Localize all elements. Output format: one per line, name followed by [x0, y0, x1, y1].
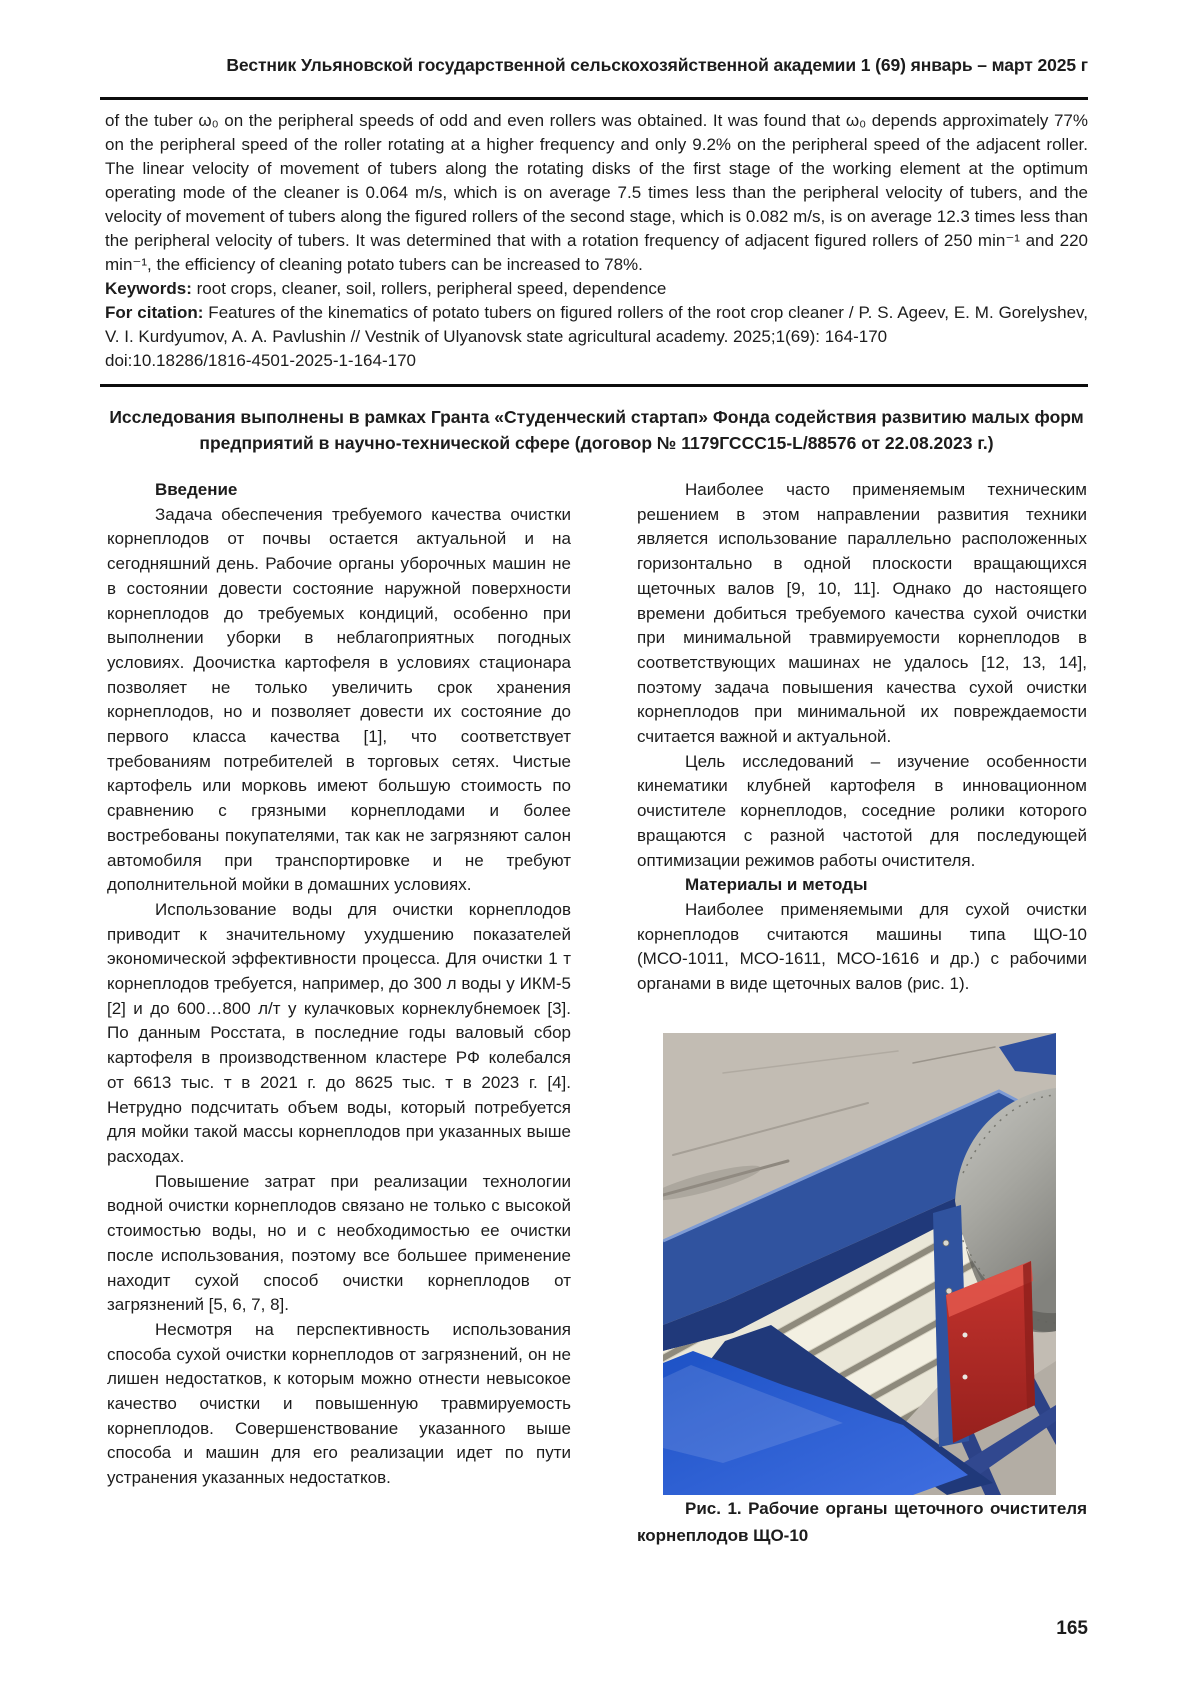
- paragraph: Задача обеспечения требуемого качества очистки корнеплодов от почвы остается актуальной и на сегодняшний день. Рабочие органы уборочных машин не в состоянии довести состояние наружной поверхности корнеплодов до требуемых кондиций, особенно при выполнении уборки в неблагоприятных погодных условиях. Доочистка картофеля в условиях стационара позволяет не только увеличить срок хранения корнеплодов, но и позволяет довести их состояние до первого класса качества [1], что соответствует требованиям потребителей в торговых сетях. Чистые картофель или морковь имеют большую стоимость по сравнению с грязными корнеплодами и более востребованы покупателями, так как не загрязняют салон автомобиля при транспортировке и не требуют дополнительной мойки в домашних условиях.: [107, 504, 571, 895]
- paragraph: Наиболее часто применяемым техническим решением в этом направлении развития техники является использование параллельно расположенных горизонтально в одной плоскости вращающихся щеточных валов [9, 10, 11]. Однако до настоящего времени добиться требуемого качества сухой очистки при минимальной травмируемости корнеплодов в соответствующих машинах не удалось [12, 13, 14], поэтому задача повышения качества сухой очистки корнеплодов при минимальной их повреждаемости считается важной и актуальной.: [637, 480, 1087, 747]
- keywords-label: Keywords:: [105, 279, 192, 298]
- paragraph: Использование воды для очистки корнеплодов приводит к значительному ухудшению показателей экономической эффективности процесса. Для очистки 1 т корнеплодов требуется, например, до 300 л воды у ИКМ-5 [2] и до 600…800 л/т у кулачковых корнеклубнемоек [3]. По данным Росстата, в последние годы валовый сбор картофеля в производственном кластере РФ колебался от 6613 тыс. т в 2021 г. до 8625 тыс. т в 2023 г. [4]. Нетрудно подсчитать объем воды, который потребуется для мойки такой массы корнеплодов при указанных выше расходах.: [107, 899, 571, 1166]
- section-heading-materials: Материалы и методы: [685, 875, 868, 895]
- left-column: [107, 478, 571, 1491]
- citation-text: Features of the kinematics of potato tubers on figured rollers of the root crop cleaner / P. S. Ageev, E. M. Gorelyshev, V. I. Kurdyumov, A. A. Pavlushin // Vestnik of Ulyanovsk state agricultural academy. 2025;1(69): 164-170: [105, 303, 1089, 346]
- paragraph: Наиболее применяемыми для сухой очистки корнеплодов считаются машины типа ЩО-10 (МСО-1011, МСО-1611, МСО-1616 и др.) с рабочими органами в виде щеточных валов (рис. 1).: [637, 899, 1087, 994]
- grant-note: Исследования выполнены в рамках Гранта «Студенческий стартап» Фонда содействия развитию малых форм предприятий в научно-технической сфере (договор № 1179ГССС15-L/88576 от 22.08.2023 г.): [109, 407, 1084, 453]
- section-rule: [100, 384, 1088, 387]
- abstract-block: [105, 109, 1088, 373]
- paragraph: Цель исследований – изучение особенности кинематики клубней картофеля в инновационном очистителе корнеплодов, соседние ролики которого вращаются с разной частотой для последующей оптимизации режимов работы очистителя.: [637, 751, 1087, 870]
- keywords-text: root crops, cleaner, soil, rollers, peripheral speed, dependence: [191, 279, 667, 298]
- section-heading-introduction: Введение: [155, 480, 238, 499]
- citation-line: [105, 301, 1088, 349]
- abstract-text: of the tuber ω₀ on the peripheral speeds of odd and even rollers was obtained. It was found that ω₀ depends approximately 77% on the peripheral speed of the roller rotating at a higher frequency and only 9.2% on the peripheral speed of the adjacent roller. The linear velocity of movement of tubers along the rotating disks of the first stage of the working element at the optimum operating mode of the cleaner is 0.064 m/s, which is on average 7.5 times less than the peripheral velocity of tubers, and the velocity of movement of tubers along the figured rollers of the second stage, which is 0.082 m/s, is on average 12.3 times less than the peripheral velocity of tubers. It was determined that with a rotation frequency of adjacent figured rollers of 250 min⁻¹ and 220 min⁻¹, the efficiency of cleaning potato tubers can be increased to 78%.: [105, 111, 1088, 274]
- paragraph: Несмотря на перспективность использования способа сухой очистки корнеплодов от загрязнений, он не лишен недостатков, к которым можно отнести невысокое качество очистки и повышенную травмируемость корнеплодов. Совершенствование указанного выше способа и машин для его реализации идет по пути устранения указанных недостатков.: [107, 1319, 571, 1488]
- figure-caption: Рис. 1. Рабочие органы щеточного очистителя корнеплодов ЩО-10: [637, 1498, 1087, 1545]
- machine-photo: [663, 1033, 1056, 1495]
- keywords-line: [105, 277, 1088, 301]
- doi-line: doi:10.18286/1816-4501-2025-1-164-170: [105, 351, 416, 370]
- journal-header: Вестник Ульяновской государственной сельскохозяйственной академии 1 (69) январь – март 2025 г: [226, 55, 1088, 75]
- paragraph: Повышение затрат при реализации технологии водной очистки корнеплодов связано не только с высокой стоимостью воды, но и с необходимостью ее очистки после использования, поэтому все большее применение находит сухой способ очистки корнеплодов от загрязнений [5, 6, 7, 8].: [107, 1171, 571, 1315]
- figure-1: [663, 1033, 1056, 1495]
- citation-label: For citation:: [105, 303, 204, 322]
- right-column: [637, 478, 1087, 1549]
- header-rule: [100, 97, 1088, 100]
- page-number: 165: [1056, 1618, 1088, 1639]
